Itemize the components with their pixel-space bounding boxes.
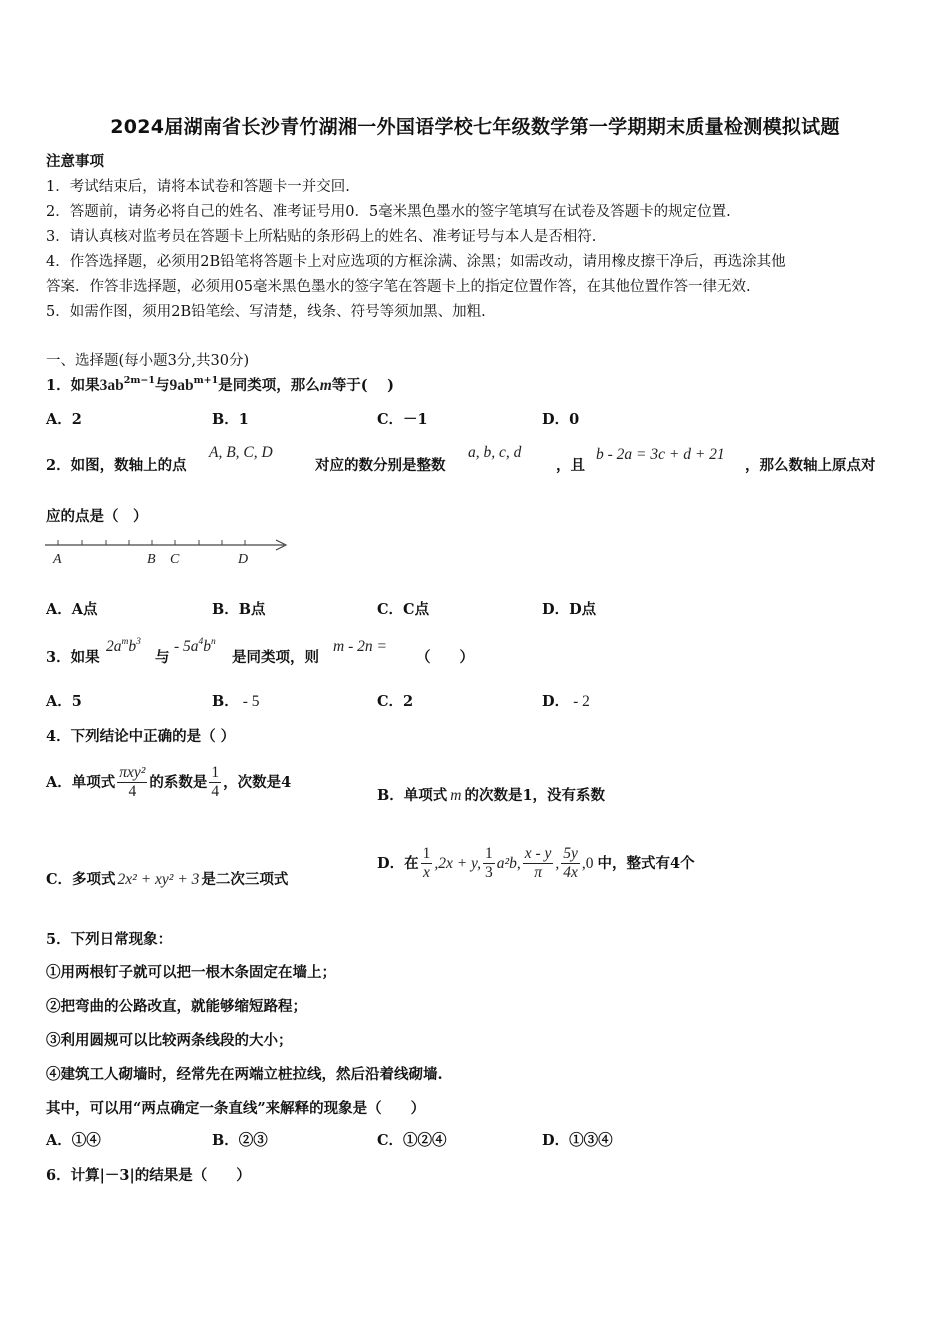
q2-points: A, B, C, D (209, 444, 273, 461)
option-d: D．①③④ (542, 1132, 613, 1149)
option-d: D．0 (542, 411, 580, 428)
option-d: D．在 $\frac{1}{x}$ ,2x + y, $\frac{1}{3}$ a²b, $\frac{x - y}{\pi}$ , $\frac{5y}{4x}$ ,0 中，整式有4个 (377, 845, 695, 881)
notice-item: 2．答题前，请务必将自己的姓名、准考证号用0．5毫米黑色墨水的签字笔填写在试卷及答题卡的规定位置. (46, 204, 731, 220)
question-4-stem: 4．下列结论中正确的是（ ） (46, 728, 236, 745)
notice-item: 答案．作答非选择题，必须用05毫米黑色墨水的签字笔在答题卡上的指定位置作答，在其他位置作答一律无效. (46, 279, 751, 295)
q2-equation: b - 2a = 3c + d + 21 (596, 446, 725, 463)
question-5-ask: 其中，可以用“两点确定一条直线”来解释的现象是（ ） (46, 1100, 426, 1117)
question-2-text: 应的点是（ ） (46, 508, 148, 525)
option-a: A．2 (46, 411, 82, 428)
question-2-text: ，那么数轴上原点对 (745, 457, 876, 474)
point-label-c: C (170, 552, 180, 567)
option-b: B． - 5 (212, 693, 260, 710)
question-2-text: 对应的数分别是整数 (315, 457, 446, 474)
option-a: A．A点 (46, 601, 98, 618)
question-3-text: 是同类项，则 (232, 649, 319, 666)
notice-item: 5．如需作图，须用2B铅笔绘、写清楚，线条、符号等须加黑、加粗. (46, 304, 486, 320)
list-item: ①用两根钉子就可以把一根木条固定在墙上； (46, 964, 336, 981)
list-item: ③利用圆规可以比较两条线段的大小； (46, 1032, 293, 1049)
question-1-stem: 1．如果$3ab^{2m-1}$与$9ab^{m+1}$是同类项，那么m等于( ) (46, 375, 395, 394)
point-label-a: A (53, 552, 62, 567)
page-title: 2024届湖南省长沙青竹湖湘一外国语学校七年级数学第一学期期末质量检测模拟试题 (110, 116, 840, 138)
section-heading: 一、选择题(每小题3分,共30分) (46, 353, 250, 369)
option-c: C．2 (377, 693, 414, 710)
question-2-text: 2．如图，数轴上的点 (46, 457, 187, 474)
option-c: C．①②④ (377, 1132, 447, 1149)
notice-item: 4．作答选择题，必须用2B铅笔将答题卡上对应选项的方框涂满、涂黑；如需改动，请用橡皮擦干净后，再选涂其他 (46, 254, 786, 270)
notice-item: 3．请认真核对监考员在答题卡上所粘贴的条形码上的姓名、准考证号与本人是否相符. (46, 229, 597, 245)
option-a: A．单项式 $\frac{\text{πxy²}}{4}$ 的系数是 $\frac{1}{4}$ ，次数是4 (46, 764, 292, 800)
option-b: B．②③ (212, 1132, 268, 1149)
option-b: B．单项式 m 的次数是1，没有系数 (377, 787, 606, 804)
question-5-stem: 5．下列日常现象： (46, 931, 173, 948)
number-line (40, 535, 300, 571)
q3-term-1: $2a^mb^3$ (106, 637, 141, 655)
notice-item: 1．考试结束后，请将本试卷和答题卡一并交回. (46, 179, 350, 195)
question-3-text: （ ） (416, 649, 474, 666)
q2-vars: a, b, c, d (468, 444, 522, 461)
option-c: C．－1 (377, 411, 428, 428)
option-a: A．①④ (46, 1132, 101, 1149)
notice-heading: 注意事项 (46, 153, 104, 170)
point-label-d: D (238, 552, 249, 567)
question-6-stem: 6．计算|－3|的结果是（ ） (46, 1167, 251, 1184)
option-b: B．B点 (212, 601, 266, 618)
option-c: C．多项式 2x² + xy² + 3 是二次三项式 (46, 871, 289, 888)
question-3-text: 与 (155, 649, 170, 666)
question-3-text: 3．如果 (46, 649, 100, 666)
q3-equation: m - 2n = (333, 638, 387, 655)
list-item: ④建筑工人砌墙时，经常先在两端立桩拉线，然后沿着线砌墙. (46, 1066, 443, 1083)
option-d: D．D点 (542, 601, 597, 618)
question-2-text: ，且 (556, 457, 585, 474)
q3-term-2: - $5a^4b^n$ (174, 637, 216, 655)
option-a: A．5 (46, 693, 82, 710)
point-label-b: B (147, 552, 156, 567)
list-item: ②把弯曲的公路改直，就能够缩短路程； (46, 998, 307, 1015)
option-c: C．C点 (377, 601, 430, 618)
option-d: D． - 2 (542, 693, 590, 710)
option-b: B．1 (212, 411, 249, 428)
